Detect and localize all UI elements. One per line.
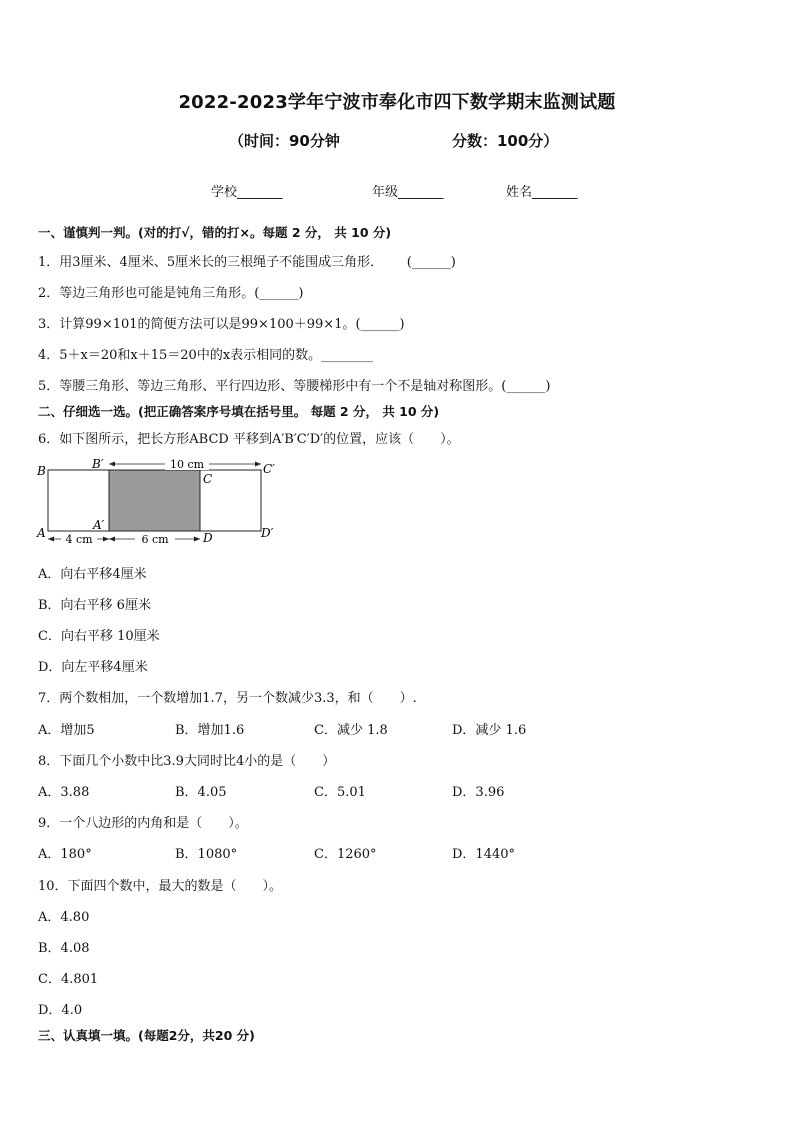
question-6: 6．如下图所示，把长方形ABCD 平移到A′B′C′D′的位置，应该（ ）。 xyxy=(38,432,460,447)
question-8: 8．下面几个小数中比3.9大同时比4小的是（ ） xyxy=(38,754,336,769)
section-1-title: 一、谨慎判一判。(对的打√，错的打×。每题 2 分， 共 10 分) xyxy=(38,225,392,240)
q7-option-b[interactable]: B．增加1.6 xyxy=(175,723,245,738)
label-a: A xyxy=(37,526,46,540)
q6-option-a[interactable]: A．向右平移4厘米 xyxy=(38,567,147,582)
q10-option-d[interactable]: D．4.0 xyxy=(38,1003,83,1018)
question-1: 1．用3厘米、4厘米、5厘米长的三根绳子不能围成三角形． (______) xyxy=(38,255,456,270)
grade-field[interactable]: 年级_______ xyxy=(372,185,444,200)
exam-time: （时间：90分钟 xyxy=(229,132,340,150)
q10-option-a[interactable]: A．4.80 xyxy=(38,910,90,925)
question-9: 9．一个八边形的内角和是（ ）。 xyxy=(38,816,248,831)
section-3-title: 三、认真填一填。(每题2分，共20 分) xyxy=(38,1028,255,1043)
question-3: 3．计算99×101的简便方法可以是99×100＋99×1。(______) xyxy=(38,317,405,332)
q7-option-c[interactable]: C．减少 1.8 xyxy=(314,723,388,738)
q7-option-a[interactable]: A．增加5 xyxy=(38,723,95,738)
overlap-region xyxy=(109,470,200,531)
q9-option-a[interactable]: A．180° xyxy=(38,847,92,862)
q9-option-d[interactable]: D．1440° xyxy=(452,847,516,862)
question-5: 5．等腰三角形、等边三角形、平行四边形、等腰梯形中有一个不是轴对称图形。(______) xyxy=(38,379,551,394)
dim-mid-label: 6 cm xyxy=(141,533,169,546)
question-10: 10．下面四个数中，最大的数是（ ）。 xyxy=(38,879,283,894)
q8-option-b[interactable]: B．4.05 xyxy=(175,785,227,800)
dim-left-label: 4 cm xyxy=(65,533,93,546)
label-d-prime: D′ xyxy=(261,526,274,540)
label-d: D xyxy=(203,531,213,545)
dim-top-label: 10 cm xyxy=(169,458,205,471)
label-b: B xyxy=(37,464,46,478)
label-a-prime: A′ xyxy=(93,518,105,532)
q9-option-c[interactable]: C．1260° xyxy=(314,847,377,862)
page-title: 2022-2023学年宁波市奉化市四下数学期末监测试题 xyxy=(178,92,616,113)
exam-score: 分数：100分） xyxy=(452,132,559,150)
question-7: 7．两个数相加，一个数增加1.7，另一个数减少3.3，和（ ）. xyxy=(38,691,417,706)
q8-option-d[interactable]: D．3.96 xyxy=(452,785,505,800)
q7-option-d[interactable]: D．减少 1.6 xyxy=(452,723,527,738)
q9-option-b[interactable]: B．1080° xyxy=(175,847,238,862)
q6-option-c[interactable]: C．向右平移 10厘米 xyxy=(38,629,160,644)
q8-option-c[interactable]: C．5.01 xyxy=(314,785,366,800)
q6-option-b[interactable]: B．向右平移 6厘米 xyxy=(38,598,151,613)
q8-option-a[interactable]: A．3.88 xyxy=(38,785,90,800)
name-field[interactable]: 姓名_______ xyxy=(506,185,578,200)
q10-option-c[interactable]: C．4.801 xyxy=(38,972,99,987)
question-2: 2．等边三角形也可能是钝角三角形。(______) xyxy=(38,286,304,301)
translation-figure xyxy=(34,456,284,548)
label-c-prime: C′ xyxy=(263,462,275,476)
section-2-title: 二、仔细选一选。(把正确答案序号填在括号里。 每题 2 分， 共 10 分) xyxy=(38,404,440,419)
q6-option-d[interactable]: D．向左平移4厘米 xyxy=(38,660,148,675)
q10-option-b[interactable]: B．4.08 xyxy=(38,941,90,956)
question-4: 4．5＋x＝20和x＋15＝20中的x表示相同的数。________ xyxy=(38,348,374,363)
school-field[interactable]: 学校_______ xyxy=(211,185,283,200)
label-b-prime: B′ xyxy=(92,457,104,471)
label-c: C xyxy=(203,472,213,486)
